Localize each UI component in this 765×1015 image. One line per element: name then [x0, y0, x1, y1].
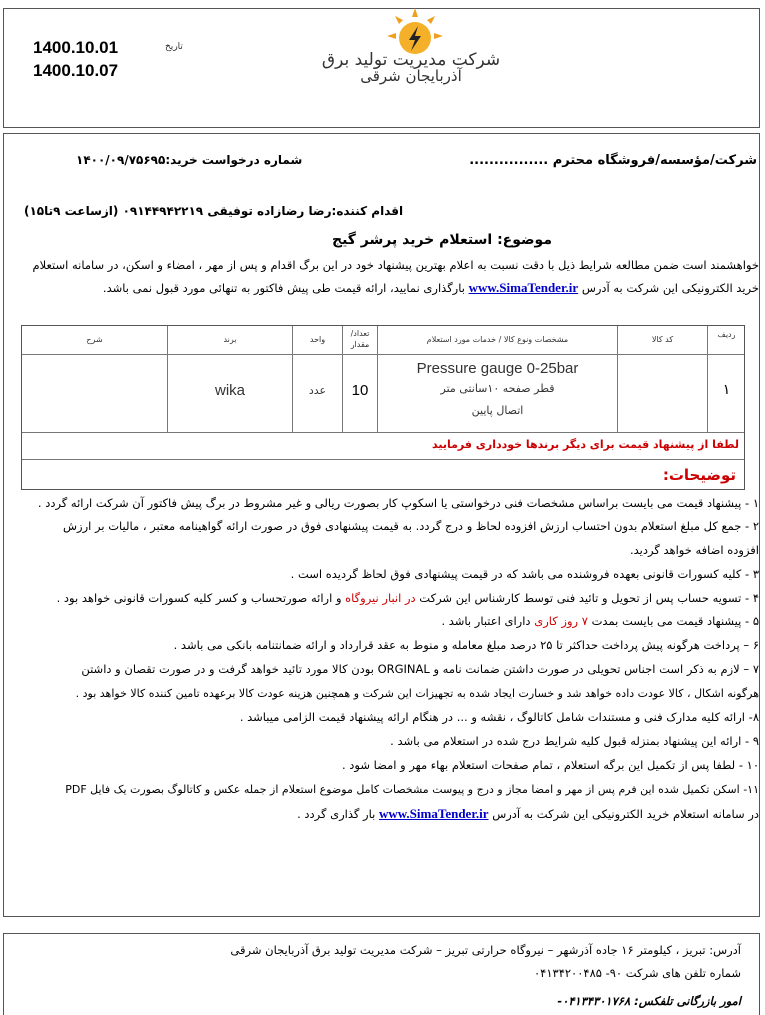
condition-8: ۸- ارائه کلیه مدارک فنی و مستندات شامل کاتالوگ ، نقشه و ... در هنگام ارائه پیشنهاد قیمت الزامی میباشد . — [239, 710, 759, 724]
spec-title: Pressure gauge 0-25bar — [416, 360, 579, 377]
condition-9: ۹ - ارائه این پیشنهاد بمنزله قبول کلیه شرایط درج شده در استعلام می باشد . — [390, 734, 759, 748]
spec-diameter: قطر صفحه ۱۰سانتی متر — [440, 382, 555, 395]
intro-line-2-a: خرید الکترونیکی این شرکت به آدرس — [581, 281, 759, 295]
condition-4-b: و ارائه صورتحساب و کسر کلیه کسورات قانونی خواهد بود . — [56, 591, 342, 605]
intro-line-1: خواهشمند است ضمن مطالعه شرایط ذیل با دقت نسبت به اعلام بهترین پیشنهاد خود در این برگ اقدام و پس از مهر ، امضاء و اسکن، در سامانه استعلام — [32, 258, 759, 272]
spec-connection: اتصال پایین — [471, 404, 524, 417]
simatender-link-2[interactable]: www.SimaTender.ir — [378, 806, 489, 821]
condition-10: ۱۰ - لطفا پس از تکمیل این برگه استعلام ، تمام صفحات استعلام بهاء مهر و امضا شود . — [341, 758, 759, 772]
date-1: 1400.10.01 — [33, 38, 119, 57]
condition-2a: ۲ - جمع کل مبلغ استعلام بدون احتساب ارزش افزوده لحاظ و درج گردد. به قیمت پیشنهادی فوق در صورت ارائه گواهینامه معتبر ، مالیات بر ارزش — [63, 519, 759, 533]
items-table — [21, 325, 745, 490]
condition-1: ۱ - پیشنهاد قیمت می بایست براساس مشخصات فنی درخواستی یا اسکوپ کار بصورت ریالی و غیر مشروط در برگ پیش فاکتور آن شرکت ارائه گردد . — [37, 496, 759, 510]
condition-11-b: در سامانه استعلام خرید الکترونیکی این شرکت به آدرس — [492, 807, 759, 821]
request-number: شماره درخواست خرید:۱۴۰۰/۰۹/۷۵۶۹۵ — [76, 153, 303, 167]
contact-person: اقدام کننده:رضا رضازاده توفیقی ۰۹۱۴۴۹۴۲۲۱۹ (ازساعت ۹تا۱۵) — [24, 204, 404, 218]
condition-5-a: ۵ - پیشنهاد قیمت می بایست بمدت — [591, 614, 759, 628]
condition-11-c: بار گذاری گردد . — [297, 807, 376, 821]
footer-phones: شماره تلفن های شرکت ۹۰- ۰۴۱۳۴۲۰۰۴۸۵ — [533, 966, 741, 980]
th-brand: برند — [223, 335, 237, 344]
condition-7a: ۷ – لازم به ذکر است اجناس تحویلی در صورت داشتن ضمانت نامه و ORGINAL بودن کالا مورد تائید خواهد گرفت و در صورت تقصان و داشتن — [81, 662, 759, 676]
company-name: شرکت مدیریت تولید برق — [321, 50, 501, 70]
condition-11a: ۱۱- اسکن تکمیل شده این فرم پس از مهر و امضا مجاز و درج و پیوست مشخصات کامل موضوع استعلام از جمله عکس و کاتالوگ بصورت یک فایل PDF — [65, 783, 759, 796]
brand-value: wika — [214, 382, 245, 399]
footer-address: آدرس: تبریز ، کیلومتر ۱۶ جاده آذرشهر – نیروگاه حرارتی تبریز – شرکت مدیریت تولید برق آذربایجان شرقی — [230, 943, 741, 957]
row-number: ۱ — [722, 382, 731, 398]
footer-fax: امور بازرگانی تلفکس: ۰۴۱۳۴۳۰۱۷۶۸- — [557, 994, 741, 1008]
condition-2b: افزوده اضافه خواهد گردید. — [629, 543, 759, 557]
unit-value: عدد — [308, 384, 327, 397]
condition-3: ۳ - کلیه کسورات قانونی بعهده فروشنده می باشد که در قیمت پیشنهادی فوق لحاظ گردیده است . — [290, 567, 759, 581]
intro-line-2 — [103, 280, 759, 296]
recipient: شرکت/مؤسسه/فروشگاه محترم ................ — [469, 153, 757, 168]
intro-line-2-b: بارگذاری نمایید، ارائه قیمت طی پیش فاکتور به تنهائی مورد قبول نمی باشد. — [102, 281, 465, 295]
date-label: تاریخ — [165, 42, 183, 52]
condition-4 — [57, 590, 759, 607]
th-unit: واحد — [309, 335, 326, 344]
condition-4-red: در انبار نیروگاه — [345, 591, 416, 605]
subject: موضوع: استعلام خرید پرشر گیج — [331, 232, 552, 248]
condition-5-red: ۷ روز کاری — [534, 614, 588, 628]
th-qty: تعداد/ مقدار — [350, 329, 370, 349]
th-row: ردیف — [717, 330, 736, 339]
condition-7b: هرگونه اشکال ، کالا عودت داده خواهد شد و خسارت ایجاد شده به تجهیزات این شرکت و همچنین هزینه عودت کالا برعهده تامین کننده کالا خواهد بود . — [75, 687, 759, 700]
brand-note: لطفا از پیشنهاد قیمت برای دیگر برندها خودداری فرمایید — [431, 438, 739, 451]
condition-5 — [441, 613, 759, 630]
simatender-link[interactable]: www.SimaTender.ir — [468, 280, 579, 295]
qty-value: 10 — [351, 382, 369, 399]
th-desc: شرح — [86, 335, 103, 344]
explanations-title: توضیحات: — [662, 466, 736, 484]
th-code: کد کالا — [651, 335, 674, 344]
th-spec: مشخصات ونوع کالا / خدمات مورد استعلام — [426, 335, 569, 344]
date-2: 1400.10.07 — [33, 61, 119, 80]
condition-4-a: ۴ - تسویه حساب پس از تحویل و تائید فنی توسط کارشناس این شرکت — [419, 591, 759, 605]
condition-6: ۶ – پرداخت هرگونه پیش پرداخت حداکثر تا ۲۵ درصد مبلغ معامله و منوط به عقد قرارداد و ارائه ضمانتنامه بانکی می باشد . — [173, 638, 759, 652]
company-subtitle: آذربایجان شرقی — [360, 67, 462, 85]
condition-5-b: دارای اعتبار باشد . — [441, 614, 531, 628]
condition-11b — [297, 805, 759, 823]
